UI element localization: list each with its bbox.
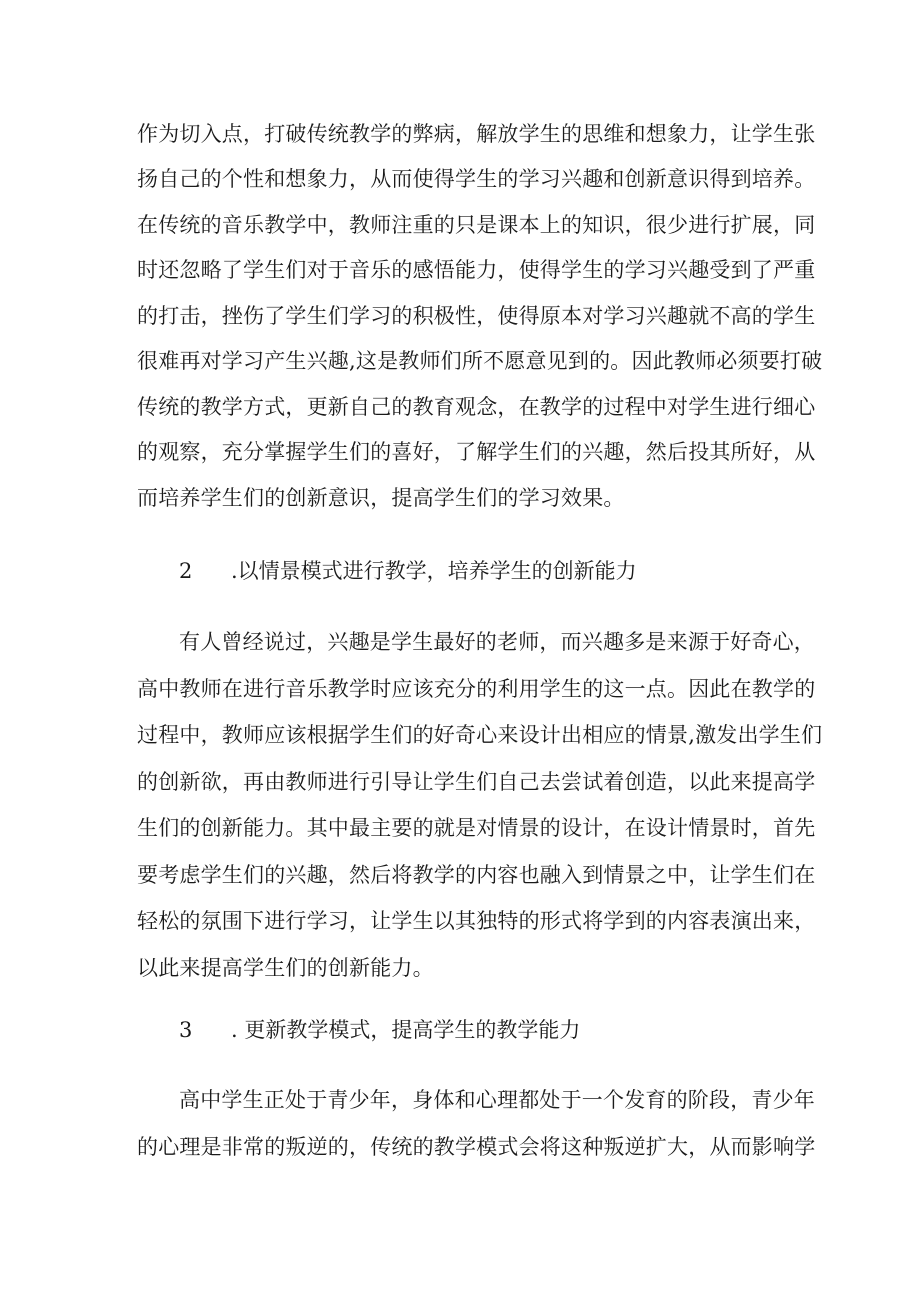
- text-line: 的观察，充分掌握学生们的喜好，了解学生们的兴趣，然后投其所好，从: [137, 440, 816, 464]
- heading-number: 3: [179, 1018, 193, 1042]
- text-line: 的打击，挫伤了学生们学习的积极性，使得原本对学习兴趣就不高的学生: [137, 304, 816, 328]
- text-line: 轻松的氛围下进行学习，让学生以其独特的形式将学到的内容表演出来，: [137, 909, 816, 933]
- text-line: 的创新欲，再由教师进行引导让学生们自己去尝试着创造，以此来提高学: [137, 770, 816, 794]
- text-line: 过程中，教师应该根据学生们的好奇心来设计出相应的情景,激发出学生们: [137, 723, 823, 747]
- text-line: 高中教师在进行音乐教学时应该充分的利用学生的这一点。因此在教学的: [137, 677, 816, 701]
- text-line: 有人曾经说过，兴趣是学生最好的老师，而兴趣多是来源于好奇心，: [179, 630, 815, 654]
- text-line: 生们的创新能力。其中最主要的就是对情景的设计，在设计情景时，首先: [137, 816, 816, 840]
- heading-number: 2: [179, 559, 193, 583]
- text-line: 在传统的音乐教学中，教师注重的只是课本上的知识，很少进行扩展，同: [137, 213, 816, 237]
- text-line: 要考虑学生们的兴趣，然后将教学的内容也融入到情景之中，让学生们在: [137, 863, 816, 887]
- section-heading-2: [179, 551, 699, 591]
- text-line: 而培养学生们的创新意识，提高学生们的学习效果。: [137, 486, 625, 510]
- heading-text: . 更新教学模式，提高学生的教学能力: [231, 1018, 581, 1042]
- text-line: 很难再对学习产生兴趣,这是教师们所不愿意见到的。因此教师必须要打破: [137, 349, 823, 373]
- text-line: 的心理是非常的叛逆的，传统的教学模式会将这种叛逆扩大，从而影响学: [137, 1135, 816, 1159]
- text-line: 以此来提高学生们的创新能力。: [137, 956, 434, 980]
- text-line: 时还忽略了学生们对于音乐的感悟能力，使得学生的学习兴趣受到了严重: [137, 258, 816, 282]
- section-heading-3: [179, 1010, 659, 1050]
- text-line: 作为切入点，打破传统教学的弊病，解放学生的思维和想象力，让学生张: [137, 122, 816, 146]
- text-line: 传统的教学方式，更新自己的教育观念，在教学的过程中对学生进行细心: [137, 395, 816, 419]
- text-line: 高中学生正处于青少年，身体和心理都处于一个发育的阶段，青少年: [179, 1088, 815, 1112]
- text-line: 扬自己的个性和想象力，从而使得学生的学习兴趣和创新意识得到培养。: [137, 167, 816, 191]
- heading-text: .以情景模式进行教学，培养学生的创新能力: [231, 559, 637, 583]
